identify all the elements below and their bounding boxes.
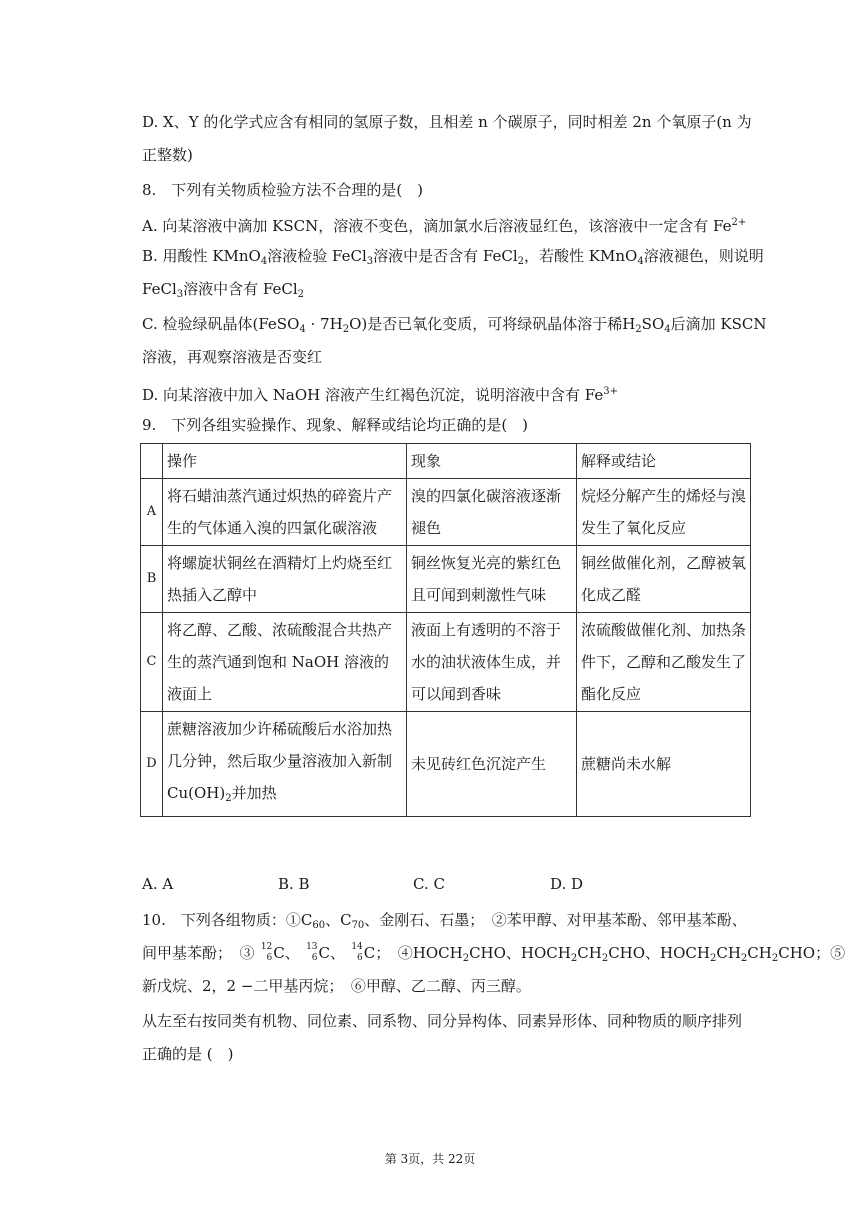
q7-option-d-line2: 正整数) [142,146,193,164]
table-row [141,613,751,712]
page-footer: 第 3页，共 22页 [384,1152,476,1166]
table-row [141,479,751,546]
q8-option-b-line2: FeCl$_3$溶液中含有 FeCl$_2$ [142,280,305,300]
isotope-notation: 14 6 [351,942,363,963]
q9-option-b: B. B [278,875,310,893]
q10-stem-line2: 间甲基苯酚； ③ 12 6 C、 13 6 C、 14 6 C； $④HOCH_2CHO$、$HOCH_2CH_2CHO$、$HOCH_2CH_2CH_2CHO$；⑤ [142,942,846,964]
row-label: C [141,613,163,712]
phenomenon-cell: 液面上有透明的不溶于水的油状液体生成，并可以闻到香味 [407,613,577,712]
q10-stem-line1: 10. 下列各组物质：$①C_{60}$、$C_{70}$、金刚石、石墨； ②苯甲醇、对甲基苯酚、邻甲基苯酚、 [142,911,747,931]
table-row [141,546,751,613]
operation-cell: 将螺旋状铜丝在酒精灯上灼烧至红热插入乙醇中 [163,546,407,613]
row-label: A [141,479,163,546]
row-label: D [141,712,163,817]
q10-stem-line4: 从左至右按同类有机物、同位素、同系物、同分异构体、同素异形体、同种物质的顺序排列 [142,1012,743,1030]
q9-option-d: D. D [550,875,584,893]
q7-option-d-line1: D. X、Y 的化学式应含有相同的氢原子数，且相差 n 个碳原子，同时相差 2n 个氧原子(n 为 [142,113,752,131]
q8-stem: 8. 下列有关物质检验方法不合理的是( ) [142,181,424,199]
table-header-operation: 操作 [163,444,407,479]
q10-stem-line3: 新戊烷、2，2 −二甲基丙烷； ⑥甲醇、乙二醇、丙三醇。 [142,977,531,995]
q10-stem-line5: 正确的是 ( ) [142,1045,234,1063]
isotope-notation: 13 6 [306,942,318,963]
q9-experiment-table [140,443,751,817]
conclusion-cell: 烷烃分解产生的烯烃与溴发生了氧化反应 [577,479,751,546]
phenomenon-cell: 溴的四氯化碳溶液逐渐褪色 [407,479,577,546]
q8-option-c-line2: 溶液，再观察溶液是否变红 [142,348,323,366]
q8-option-a: A. 向某溶液中滴加 KSCN，溶液不变色，滴加氯水后溶液显红色，该溶液中一定含有 $Fe^{2+}$ [142,217,747,235]
operation-cell: 将乙醇、乙酸、浓硫酸混合共热产生的蒸汽通到饱和 NaOH 溶液的液面上 [163,613,407,712]
table-header-row [141,444,751,479]
table-header-conclusion: 解释或结论 [577,444,751,479]
q8-option-b-line1: B. 用酸性 KMnO$_4$溶液检验 FeCl$_3$溶液中是否含有 FeCl$_2$，若酸性 KMnO$_4$溶液褪色，则说明 [142,247,764,267]
phenomenon-cell: 铜丝恢复光亮的紫红色且可闻到刺激性气味 [407,546,577,613]
q8-option-c-line1: C. 检验绿矾晶体(FeSO$_4$ · $7H_2O$)是否已氧化变质，可将绿矾晶体溶于稀$H_2SO_4$后滴加 KSCN [142,315,767,335]
q9-option-c: C. C [413,875,445,893]
table-row [141,712,751,817]
row-label: B [141,546,163,613]
q9-stem: 9. 下列各组实验操作、现象、解释或结论均正确的是( ) [142,416,529,434]
conclusion-cell: 铜丝做催化剂，乙醇被氧化成乙醛 [577,546,751,613]
operation-cell: 蔗糖溶液加少许稀硫酸后水浴加热几分钟，然后取少量溶液加入新制 $Cu(OH)_2$并加热 [163,712,407,817]
q8-option-d: D. 向某溶液中加入 NaOH 溶液产生红褐色沉淀，说明溶液中含有 $Fe^{3+}$ [142,386,618,404]
operation-cell: 将石蜡油蒸汽通过炽热的碎瓷片产生的气体通入溴的四氯化碳溶液 [163,479,407,546]
q9-option-a: A. A [142,875,174,893]
conclusion-cell: 蔗糖尚未水解 [577,712,751,817]
table-header-phenomenon: 现象 [407,444,577,479]
conclusion-cell: 浓硫酸做催化剂、加热条件下，乙醇和乙酸发生了酯化反应 [577,613,751,712]
phenomenon-cell: 未见砖红色沉淀产生 [407,712,577,817]
isotope-notation: 12 6 [260,942,273,963]
table-header-corner [141,444,163,479]
